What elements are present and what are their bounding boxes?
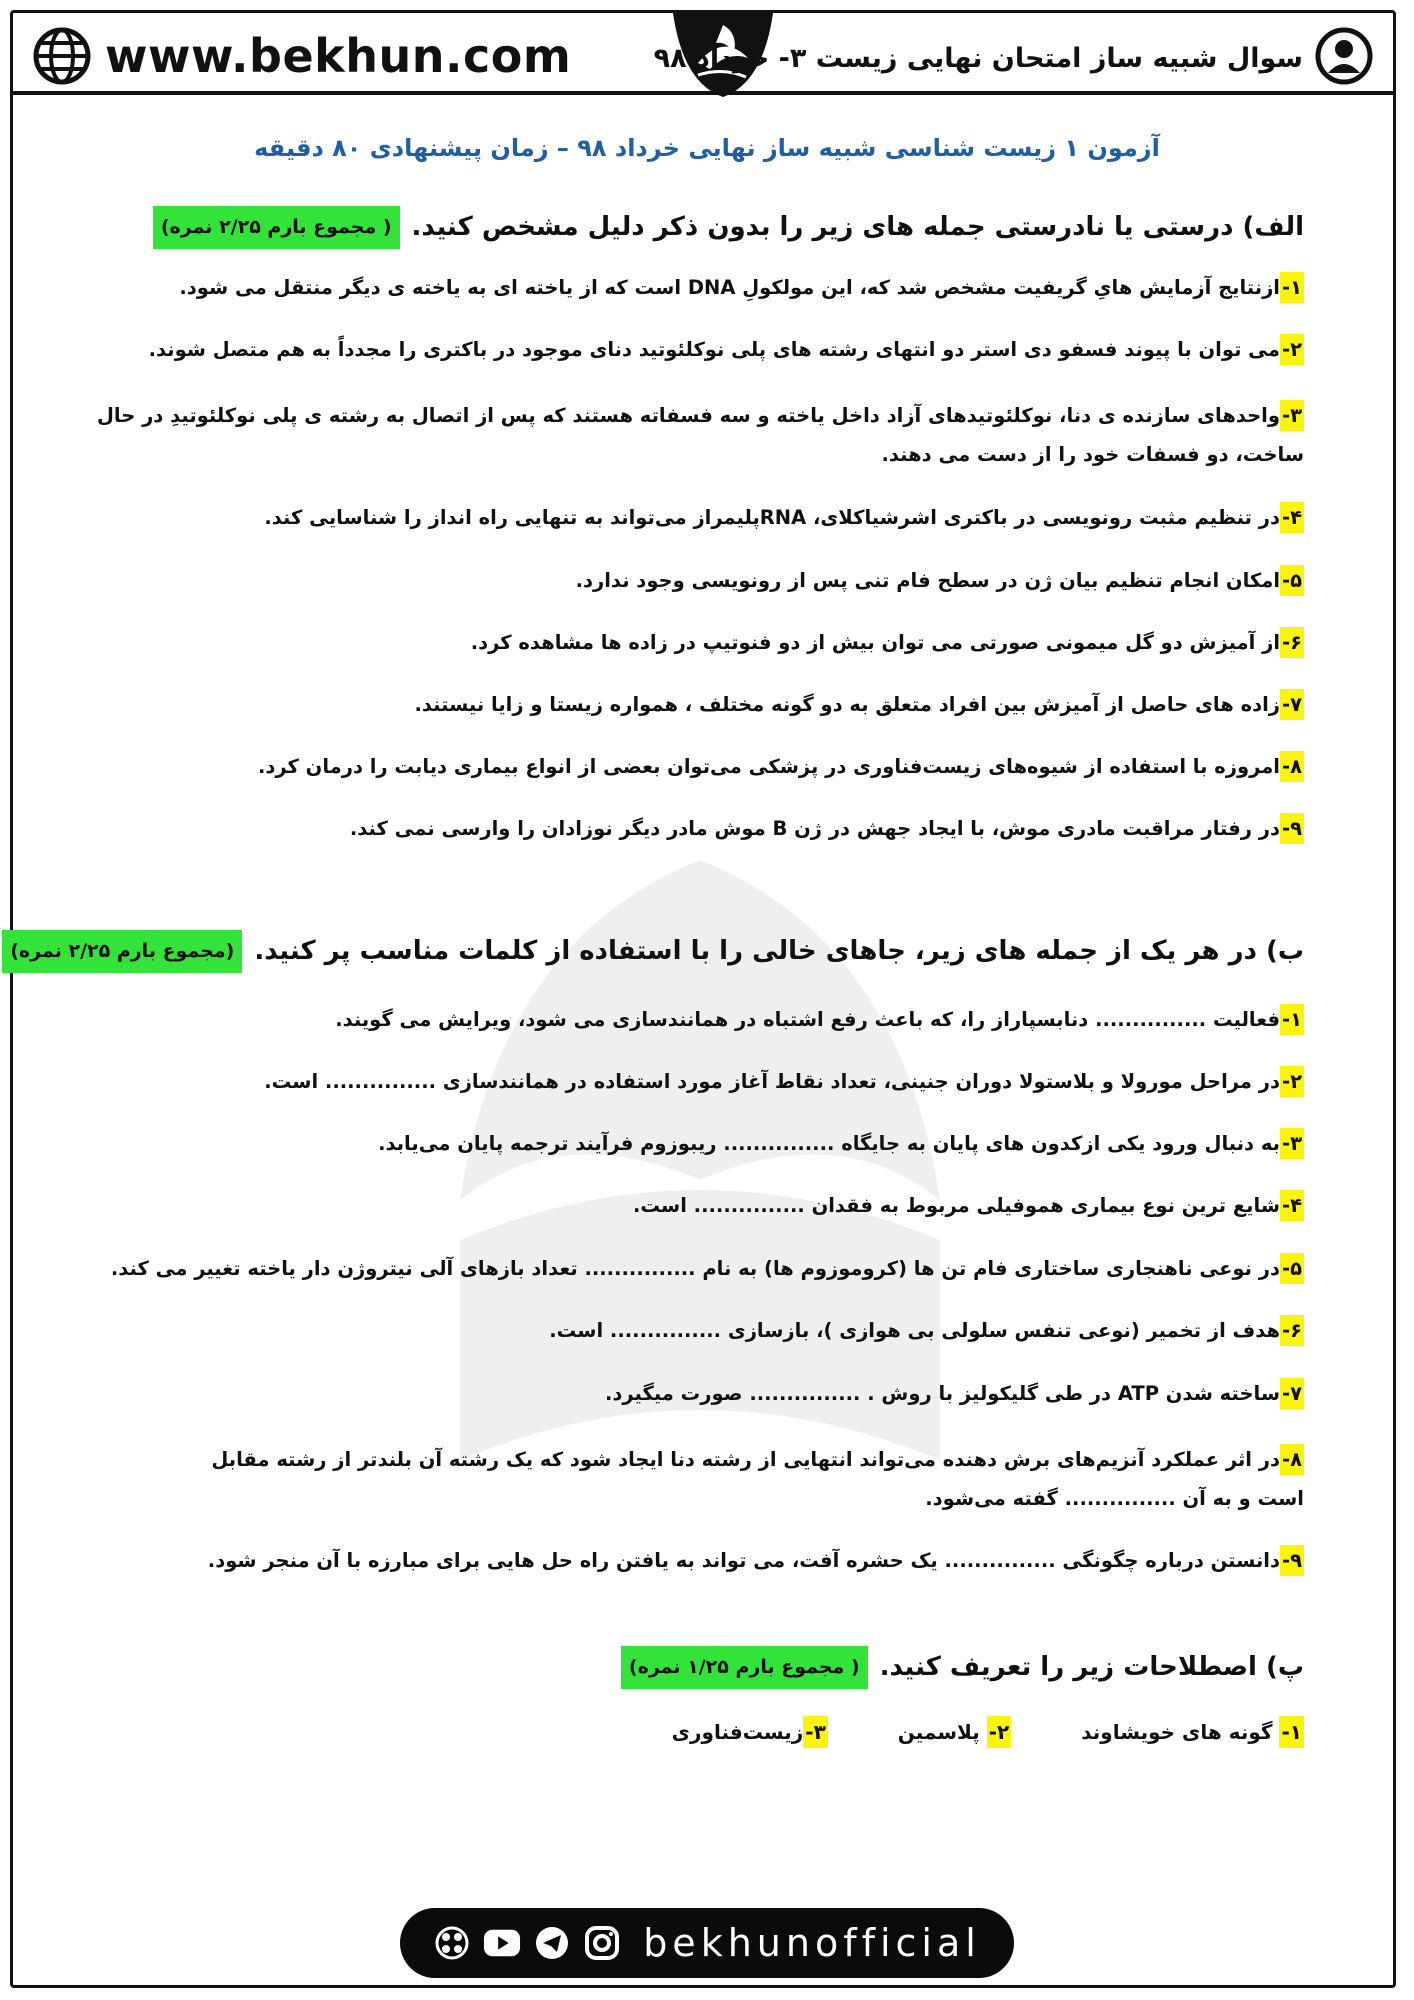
- section-a-heading: الف) درستی یا نادرستی جمله های زیر را بدون ذکر دلیل مشخص کنید.: [411, 212, 1304, 243]
- instagram-icon[interactable]: [583, 1924, 621, 1962]
- question-b4: [633, 1190, 1304, 1221]
- question-b5: [111, 1253, 1304, 1284]
- watermark-logo: [380, 820, 1020, 1540]
- section-c-header: [621, 1646, 1304, 1689]
- question-number: ۹-: [1280, 813, 1304, 844]
- question-text: در اثر عملکرد آنزیم‌های برش دهنده می‌تواند انتهایی از رشته دنا ایجاد شود که یک رشته آن بلندتر از رشته مقابل است و به آن ............... گفته می‌شود.: [211, 1448, 1304, 1510]
- question-text: دانستن درباره چگونگی ............... یک حشره آفت، می تواند به یافتن راه حل هایی برای مبارزه با آن منجر شود.: [207, 1549, 1280, 1572]
- question-text: در مراحل مورولا و بلاستولا دوران جنینی، تعداد نقاط آغاز مورد استفاده در همانندسازی ............... است.: [264, 1070, 1280, 1093]
- social-handle: bekhunofficial: [643, 1921, 981, 1965]
- question-number: ۳-: [1280, 1128, 1304, 1159]
- question-a9: [350, 813, 1304, 844]
- section-c-heading: پ) اصطلاحات زیر را تعریف کنید.: [879, 1652, 1304, 1683]
- question-b8: [160, 1440, 1304, 1518]
- globe-icon: [33, 27, 91, 85]
- terms-list: [672, 1720, 1304, 1744]
- term-text: گونه های خویشاوند: [1081, 1720, 1273, 1744]
- question-a8: [258, 751, 1304, 782]
- term-number: ۱-: [1279, 1716, 1304, 1748]
- question-a1: [179, 272, 1304, 303]
- question-number: ۹-: [1280, 1545, 1304, 1576]
- question-b7: [605, 1378, 1304, 1409]
- section-b-heading: ب) در هر یک از جمله های زیر، جاهای خالی را با استفاده از کلمات مناسب پر کنید.: [254, 936, 1304, 967]
- question-text: می توان با پیوند فسفو دی استر دو انتهای رشته های پلی نوکلئوتید دنای موجود در باکتری را مجدداً به هم متصل شوند.: [148, 338, 1280, 361]
- question-number: ۴-: [1280, 1190, 1304, 1221]
- question-a3: [90, 396, 1304, 474]
- section-b-header: [2, 930, 1304, 973]
- question-b1: [335, 1004, 1304, 1035]
- term-item: [672, 1720, 828, 1744]
- question-text: هدف از تخمیر (نوعی تنفس سلولی بی هوازی )، بازسازی ............... است.: [549, 1319, 1280, 1342]
- question-a4: [264, 502, 1304, 533]
- section-a-score: ( مجموع بارم ۲/۲۵ نمره): [153, 206, 400, 249]
- question-number: ۱-: [1280, 1004, 1304, 1035]
- question-number: ۲-: [1280, 1066, 1304, 1097]
- question-b6: [549, 1315, 1304, 1346]
- user-icon: [1315, 27, 1373, 89]
- question-b3: [378, 1128, 1304, 1159]
- question-text: در تنظیم مثبت رونویسی در باکتری اشرشیاکلای، RNAپلیمراز می‌تواند به تنهایی راه انداز را شناسایی کند.: [264, 506, 1280, 529]
- question-number: ۴-: [1280, 502, 1304, 533]
- site-link[interactable]: [33, 27, 571, 85]
- question-text: واحدهای سازنده ی دنا، نوکلئوتیدهای آزاد داخل یاخته و سه فسفاته هستند که پس از اتصال به رشته ی پلی نوکلئوتیدِ در حال ساخت، دو فسفات خود را از دست می دهند.: [96, 404, 1304, 466]
- question-number: ۶-: [1280, 627, 1304, 658]
- question-b9: [208, 1545, 1304, 1576]
- question-a5: [576, 565, 1304, 596]
- section-a-header: [153, 206, 1304, 249]
- question-number: ۱-: [1280, 272, 1304, 303]
- document-title: [654, 27, 1373, 89]
- section-b-score: (مجموع بارم ۲/۲۵ نمره): [2, 930, 242, 973]
- question-number: ۵-: [1280, 1253, 1304, 1284]
- question-number: ۲-: [1280, 334, 1304, 365]
- question-text: امروزه با استفاده از شیوه‌های زیست‌فناوری در پزشکی می‌توان بعضی از انواع بیماری دیابت را درمان کرد.: [258, 755, 1280, 778]
- question-b2: [264, 1066, 1304, 1097]
- question-a6: [471, 627, 1304, 658]
- section-c-score: ( مجموع بارم ۱/۲۵ نمره): [621, 1646, 868, 1689]
- question-text: ازنتایج آزمایش هایِ گریفیت مشخص شد که، این مولکولِ DNA است که از یاخته ای به یاخته ی دیگر منتقل می شود.: [179, 276, 1280, 299]
- term-number: ۲-: [987, 1716, 1012, 1748]
- question-text: شایع ترین نوع بیماری هموفیلی مربوط به فقدان ............... است.: [632, 1194, 1280, 1217]
- header-title: سوال شبیه ساز امتحان نهایی زیست ۳- خرداد ۹۸: [653, 42, 1303, 74]
- question-a7: [415, 689, 1305, 720]
- question-number: ۸-: [1280, 1444, 1304, 1475]
- question-text: امکان انجام تنظیم بیان ژن در سطح فام تنی پس از رونویسی وجود ندارد.: [575, 569, 1280, 592]
- question-number: ۳-: [1280, 400, 1304, 431]
- question-text: در نوعی ناهنجاری ساختاری فام تن ها (کروموزوم ها) به نام ............... تعداد بازهای آلی نیتروژن دار یاخته تغییر می کند.: [110, 1257, 1280, 1280]
- site-url: www.bekhun.com: [105, 29, 572, 83]
- question-text: در رفتار مراقبت مادری موش، با ایجاد جهش در ژن B موش مادر دیگر نوزادان را وارسی نمی کند.: [349, 817, 1280, 840]
- term-text: پلاسمین: [897, 1720, 980, 1744]
- question-text: فعالیت ............... دنابسپاراز را، که باعث رفع اشتباه در همانندسازی می شود، ویرایش می گویند.: [335, 1008, 1280, 1031]
- youtube-icon[interactable]: [483, 1924, 521, 1962]
- question-number: ۷-: [1280, 689, 1304, 720]
- term-text: زیست‌فناوری: [671, 1720, 804, 1744]
- question-number: ۷-: [1280, 1378, 1304, 1409]
- question-text: ساخته شدن ATP در طی گلیکولیز با روش . ............... صورت میگیرد.: [604, 1382, 1280, 1405]
- question-number: ۸-: [1280, 751, 1304, 782]
- question-text: از آمیزش دو گل میمونی صورتی می توان بیش از دو فنوتیپ در زاده ها مشاهده کرد.: [470, 631, 1280, 654]
- question-text: به دنبال ورود یکی ازکدون های پایان به جایگاه ............... ریبوزوم فرآیند ترجمه پایان می‌یابد.: [378, 1132, 1280, 1155]
- header: [13, 13, 1393, 95]
- exam-title: آزمون ۱ زیست شناسی شبیه ساز نهایی خرداد ۹۸ – زمان پیشنهادی ۸۰ دقیقه: [254, 134, 1160, 162]
- social-footer[interactable]: [400, 1908, 1014, 1978]
- question-text: زاده های حاصل از آمیزش بین افراد متعلق به دو گونه مختلف ، همواره زیستا و زایا نیستند.: [414, 693, 1280, 716]
- term-item: [1081, 1720, 1304, 1744]
- question-number: ۵-: [1280, 565, 1304, 596]
- telegram-icon[interactable]: [533, 1924, 571, 1962]
- term-item: [898, 1720, 1011, 1744]
- question-number: ۶-: [1280, 1315, 1304, 1346]
- question-a2: [149, 334, 1304, 365]
- term-number: ۳-: [803, 1716, 828, 1748]
- aparat-icon[interactable]: [433, 1924, 471, 1962]
